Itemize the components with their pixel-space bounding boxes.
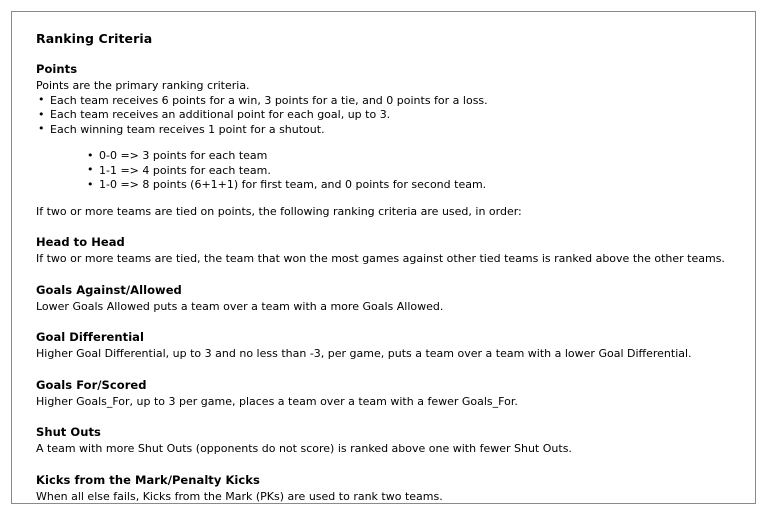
section-heading-kicks-from-the-mark: Kicks from the Mark/Penalty Kicks xyxy=(36,472,260,487)
document-body xyxy=(12,12,755,504)
points-bullet-list xyxy=(36,94,741,138)
points-example-list xyxy=(85,149,741,193)
section-goal-differential xyxy=(36,330,741,362)
page-title: Ranking Criteria xyxy=(36,31,153,46)
goal-differential-body: Higher Goal Differential, up to 3 and no less than -3, per game, puts a team over a team with a lower Goal Differential. xyxy=(36,347,692,360)
section-heading-points: Points xyxy=(36,62,78,76)
points-closing-text: If two or more teams are tied on points, the following ranking criteria are used, in order: xyxy=(36,204,522,218)
list-item: • Each team receives 6 points for a win, 3 points for a tie, and 0 points for a loss. xyxy=(36,94,741,109)
list-item: • 1-1 => 4 points for each team. xyxy=(85,164,741,179)
goals-against-body: Lower Goals Allowed puts a team over a team with a more Goals Allowed. xyxy=(36,299,444,313)
goals-for-body: Higher Goals_For, up to 3 per game, places a team over a team with a fewer Goals_For. xyxy=(36,394,518,408)
section-head-to-head xyxy=(36,235,741,267)
section-kicks-from-the-mark xyxy=(36,473,741,505)
list-item: • 1-0 => 8 points (6+1+1) for first team, and 0 points for second team. xyxy=(85,178,741,193)
list-item: • Each winning team receives 1 point for a shutout. xyxy=(36,123,741,138)
list-item: • Each team receives an additional point for each goal, up to 3. xyxy=(36,108,741,123)
kicks-from-the-mark-body: When all else fails, Kicks from the Mark (PKs) are used to rank two teams. xyxy=(36,489,443,503)
shut-outs-body: A team with more Shut Outs (opponents do not score) is ranked above one with fewer Shut Outs. xyxy=(36,442,572,455)
section-goals-against xyxy=(36,283,741,315)
list-item: • 0-0 => 3 points for each team xyxy=(85,149,741,164)
section-goals-for xyxy=(36,378,741,410)
section-shut-outs xyxy=(36,425,741,457)
section-heading-shut-outs: Shut Outs xyxy=(36,425,101,439)
points-intro-text: Points are the primary ranking criteria. xyxy=(36,79,250,92)
section-points xyxy=(36,62,741,219)
section-heading-goal-differential: Goal Differential xyxy=(36,330,144,344)
section-heading-head-to-head: Head to Head xyxy=(36,235,125,249)
document-frame xyxy=(11,11,756,504)
head-to-head-body: If two or more teams are tied, the team that won the most games against other tied teams is ranked above the other teams. xyxy=(36,252,725,265)
section-heading-goals-for: Goals For/Scored xyxy=(36,377,147,392)
section-heading-goals-against: Goals Against/Allowed xyxy=(36,282,182,297)
